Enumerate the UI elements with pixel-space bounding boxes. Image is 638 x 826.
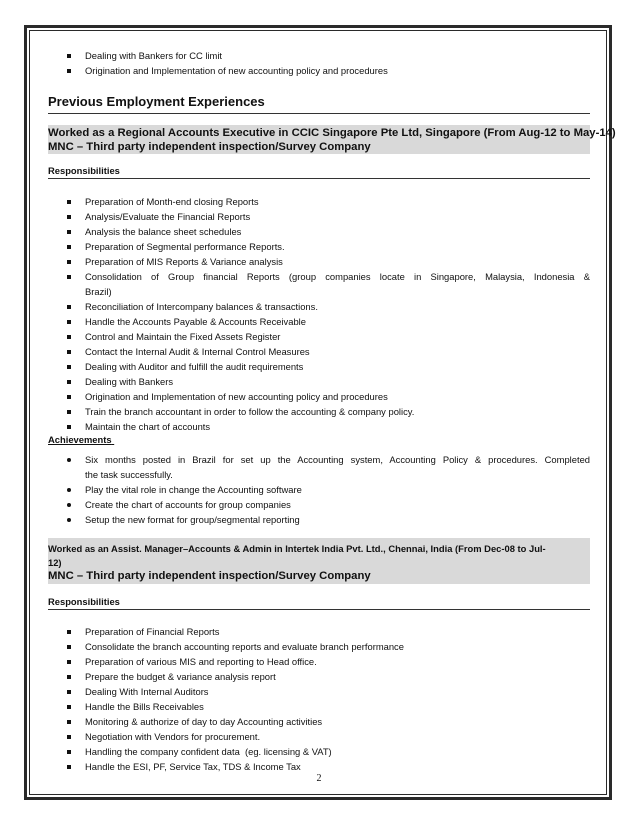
bullet-dot-icon: [67, 488, 71, 492]
list-item: Dealing with Bankers: [85, 376, 174, 387]
bullet-square-icon: [67, 54, 71, 58]
list-item: Analysis/Evaluate the Financial Reports: [85, 211, 251, 222]
bullet-dot-icon: [67, 458, 71, 462]
bullet-square-icon: [67, 705, 71, 709]
list-item: Dealing With Internal Auditors: [85, 686, 209, 697]
list-item: Preparation of Financial Reports: [85, 626, 220, 637]
bullet-square-icon: [67, 365, 71, 369]
list-item: Negotiation with Vendors for procurement.: [85, 731, 261, 742]
bullet-square-icon: [67, 275, 71, 279]
list-item: Handle the Accounts Payable & Accounts Receivable: [85, 316, 306, 327]
list-item: Consolidation of Group financial Reports (group companies locate in Singapore, Malaysia, Indonesia &: [85, 271, 590, 282]
bullet-square-icon: [67, 410, 71, 414]
page-number: 2: [316, 773, 322, 784]
section-title: Previous Employment Experiences: [48, 94, 265, 109]
bullet-dot-icon: [67, 518, 71, 522]
bullet-square-icon: [67, 690, 71, 694]
list-item: Setup the new format for group/segmental reporting: [85, 514, 300, 525]
bullet-square-icon: [67, 645, 71, 649]
section-title-rule: [48, 113, 590, 114]
job2-responsibilities-rule: [48, 609, 590, 610]
bullet-square-icon: [67, 425, 71, 429]
bullet-square-icon: [67, 720, 71, 724]
job1-company-type: MNC – Third party independent inspection/Survey Company: [48, 141, 371, 153]
bullet-square-icon: [67, 335, 71, 339]
list-item: Analysis the balance sheet schedules: [85, 226, 242, 237]
list-item: Contact the Internal Audit & Internal Control Measures: [85, 346, 310, 357]
list-item-continuation: the task successfully.: [85, 469, 173, 480]
bullet-square-icon: [67, 735, 71, 739]
list-item: Preparation of Month-end closing Reports: [85, 196, 259, 207]
bullet-square-icon: [67, 245, 71, 249]
job2-title-line2: 12): [48, 557, 62, 568]
job1-responsibilities-rule: [48, 178, 590, 179]
list-item-continuation: Brazil): [85, 286, 112, 297]
list-item: Train the branch accountant in order to follow the accounting & company policy.: [85, 406, 415, 417]
list-item: Origination and Implementation of new accounting policy and procedures: [85, 391, 388, 402]
bullet-square-icon: [67, 320, 71, 324]
list-item: Monitoring & authorize of day to day Accounting activities: [85, 716, 323, 727]
job2-company-type: MNC – Third party independent inspection/Survey Company: [48, 570, 371, 582]
bullet-square-icon: [67, 305, 71, 309]
job1-achievements-label: Achievements: [48, 434, 112, 445]
bullet-square-icon: [67, 395, 71, 399]
list-item: Control and Maintain the Fixed Assets Register: [85, 331, 281, 342]
list-item: Reconciliation of Intercompany balances & transactions.: [85, 301, 318, 312]
bullet-square-icon: [67, 350, 71, 354]
list-item: Handle the Bills Receivables: [85, 701, 204, 712]
list-item: Preparation of Segmental performance Reports.: [85, 241, 285, 252]
top-bullet-2: Origination and Implementation of new accounting policy and procedures: [85, 65, 388, 76]
list-item: Consolidate the branch accounting reports and evaluate branch performance: [85, 641, 404, 652]
job1-responsibilities-label: Responsibilities: [48, 165, 120, 176]
bullet-dot-icon: [67, 503, 71, 507]
list-item: Preparation of various MIS and reporting to Head office.: [85, 656, 317, 667]
list-item: Preparation of MIS Reports & Variance analysis: [85, 256, 283, 267]
job1-title: Worked as a Regional Accounts Executive in CCIC Singapore Pte Ltd, Singapore (From Aug-12 to May-14): [48, 127, 616, 139]
bullet-square-icon: [67, 765, 71, 769]
list-item: Create the chart of accounts for group companies: [85, 499, 291, 510]
list-item: Play the vital role in change the Accounting software: [85, 484, 302, 495]
list-item: Handle the ESI, PF, Service Tax, TDS & Income Tax: [85, 761, 301, 772]
bullet-square-icon: [67, 630, 71, 634]
job2-responsibilities-label: Responsibilities: [48, 596, 120, 607]
list-item: Prepare the budget & variance analysis report: [85, 671, 276, 682]
bullet-square-icon: [67, 260, 71, 264]
list-item: Dealing with Auditor and fulfill the audit requirements: [85, 361, 304, 372]
list-item: Handling the company confident data (eg. licensing & VAT): [85, 746, 332, 757]
list-item: Maintain the chart of accounts: [85, 421, 211, 432]
top-bullet-1: Dealing with Bankers for CC limit: [85, 50, 223, 61]
bullet-square-icon: [67, 675, 71, 679]
bullet-square-icon: [67, 750, 71, 754]
job2-title-line1: Worked as an Assist. Manager–Accounts & Admin in Intertek India Pvt. Ltd., Chennai, India (From Dec-08 to Jul-: [48, 543, 546, 554]
bullet-square-icon: [67, 660, 71, 664]
bullet-square-icon: [67, 200, 71, 204]
bullet-square-icon: [67, 215, 71, 219]
list-item: Six months posted in Brazil for set up the Accounting system, Accounting Policy & procedures. Completed: [85, 454, 590, 465]
bullet-square-icon: [67, 69, 71, 73]
bullet-square-icon: [67, 380, 71, 384]
bullet-square-icon: [67, 230, 71, 234]
